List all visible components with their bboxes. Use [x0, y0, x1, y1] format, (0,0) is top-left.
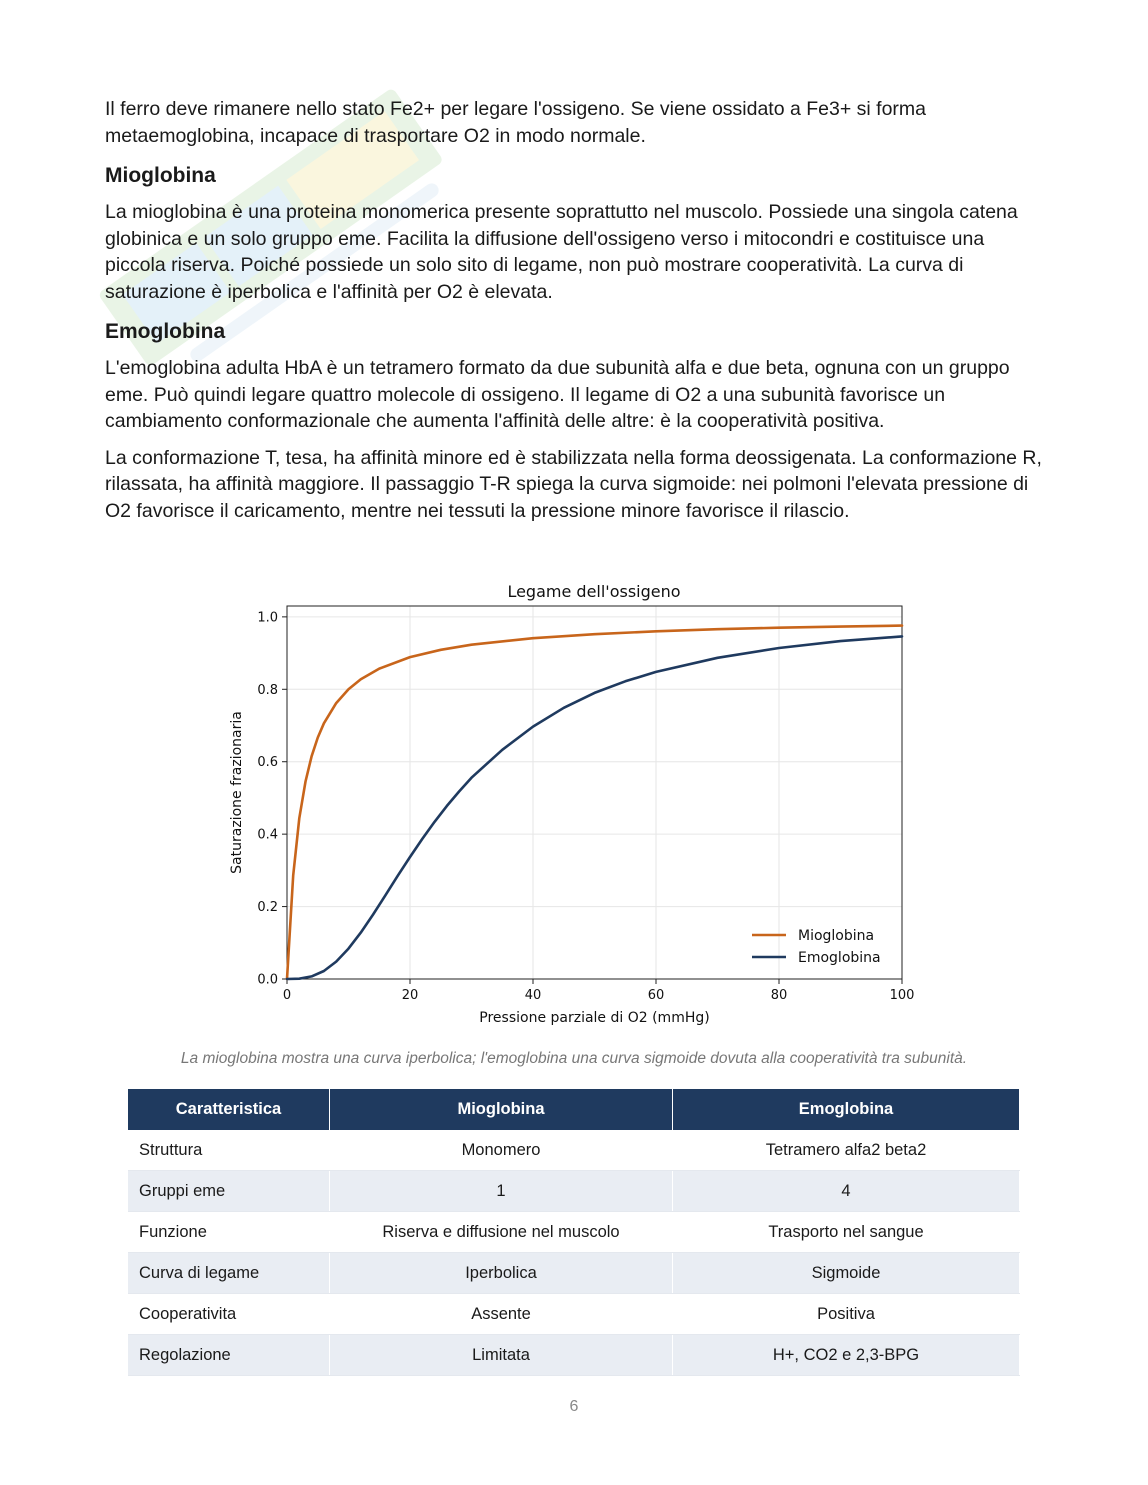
- chart-ticks: [257, 610, 914, 1003]
- table-cell: Trasporto nel sangue: [673, 1212, 1020, 1253]
- chart-grid: [287, 606, 902, 979]
- y-tick-label: 1.0: [257, 610, 278, 626]
- table-cell: Assente: [330, 1294, 673, 1335]
- table-cell: Regolazione: [128, 1335, 330, 1376]
- paragraph-emoglobina-2: La conformazione T, tesa, ha affinità minore ed è stabilizzata nella forma deossigenata. La conformazione R, rilassata, ha affinità maggiore. Il passaggio T-R spiega la curva sigmoide: nei polmoni l'elevata pressione di O2 favorisce il caricamento, mentre nei tessuti la pressione minore favorisce il rilascio.: [105, 446, 1042, 522]
- table-row: [128, 1212, 1020, 1253]
- chart-legend: [752, 928, 881, 966]
- chart-lines: [287, 626, 902, 979]
- comparison-table: [128, 1089, 1020, 1376]
- table-cell: Curva di legame: [128, 1253, 330, 1294]
- paragraph-iron: Il ferro deve rimanere nello stato Fe2+ per legare l'ossigeno. Se viene ossidato a Fe3+ si forma metaemoglobina, incapace di trasportare O2 in modo normale.: [105, 98, 926, 147]
- legend-label: Mioglobina: [798, 928, 875, 944]
- table-cell: Riserva e diffusione nel muscolo: [330, 1212, 673, 1253]
- plot-frame: [287, 606, 902, 979]
- chart-svg: [210, 572, 930, 1042]
- x-tick-label: 100: [889, 988, 915, 1003]
- table-cell: Monomero: [330, 1130, 673, 1171]
- paragraph-mioglobina: La mioglobina è una proteina monomerica presente soprattutto nel muscolo. Possiede una singola catena globinica e un solo gruppo eme. Facilita la diffusione dell'ossigeno verso i mitocondri e costituisce una piccola riserva. Poiché possiede un solo sito di legame, non può mostrare cooperatività. La curva di saturazione è iperbolica e l'affinità per O2 è elevata.: [105, 201, 1018, 303]
- x-axis-label: Pressione parziale di O2 (mmHg): [479, 1010, 710, 1026]
- y-tick-label: 0.8: [257, 682, 278, 698]
- table-header-row: [128, 1089, 1020, 1130]
- table-cell: 4: [673, 1171, 1020, 1212]
- table-row: [128, 1171, 1020, 1212]
- x-tick-label: 0: [282, 988, 292, 1003]
- series-line-mioglobina: [287, 626, 902, 979]
- header-caratteristica: Caratteristica: [128, 1089, 330, 1130]
- table-cell: Funzione: [128, 1212, 330, 1253]
- y-tick-label: 0.4: [257, 827, 278, 843]
- x-tick-label: 80: [770, 988, 788, 1003]
- table-cell: Cooperativita: [128, 1294, 330, 1335]
- x-tick-label: 40: [524, 988, 542, 1003]
- header-emoglobina: Emoglobina: [673, 1089, 1020, 1130]
- table-cell: Sigmoide: [673, 1253, 1020, 1294]
- y-tick-label: 0.6: [257, 755, 278, 771]
- table-cell: Limitata: [330, 1335, 673, 1376]
- table-row: [128, 1130, 1020, 1171]
- page-number: 6: [569, 1398, 579, 1415]
- table-row: [128, 1335, 1020, 1376]
- main-content: [105, 96, 1045, 534]
- figure-caption: La mioglobina mostra una curva iperbolica; l'emoglobina una curva sigmoide dovuta alla cooperatività tra subunità.: [180, 1050, 968, 1067]
- legend-label: Emoglobina: [798, 950, 881, 966]
- table-cell: H+, CO2 e 2,3-BPG: [673, 1335, 1020, 1376]
- y-axis-label: Saturazione frazionaria: [229, 711, 245, 874]
- table-cell: Tetramero alfa2 beta2: [673, 1130, 1020, 1171]
- x-tick-label: 60: [647, 988, 665, 1003]
- table-cell: Positiva: [673, 1294, 1020, 1335]
- header-mioglobina: Mioglobina: [330, 1089, 673, 1130]
- table-cell: 1: [330, 1171, 673, 1212]
- table-row: [128, 1253, 1020, 1294]
- heading-mioglobina: Mioglobina: [105, 164, 216, 187]
- table-cell: Struttura: [128, 1130, 330, 1171]
- y-tick-label: 0.0: [257, 972, 278, 988]
- heading-emoglobina: Emoglobina: [105, 320, 226, 343]
- oxygen-binding-chart: [210, 572, 930, 1042]
- table-row: [128, 1294, 1020, 1335]
- y-tick-label: 0.2: [257, 900, 278, 916]
- paragraph-emoglobina-1: L'emoglobina adulta HbA è un tetramero formato da due subunità alfa e due beta, ognuna con un gruppo eme. Può quindi legare quattro molecole di ossigeno. Il legame di O2 a una subunità favorisce un cambiamento conformazionale che aumenta l'affinità delle altre: è la cooperatività positiva.: [105, 357, 1010, 432]
- table-cell: Gruppi eme: [128, 1171, 330, 1212]
- chart-title: Legame dell'ossigeno: [507, 582, 681, 601]
- table-cell: Iperbolica: [330, 1253, 673, 1294]
- x-tick-label: 20: [401, 988, 419, 1003]
